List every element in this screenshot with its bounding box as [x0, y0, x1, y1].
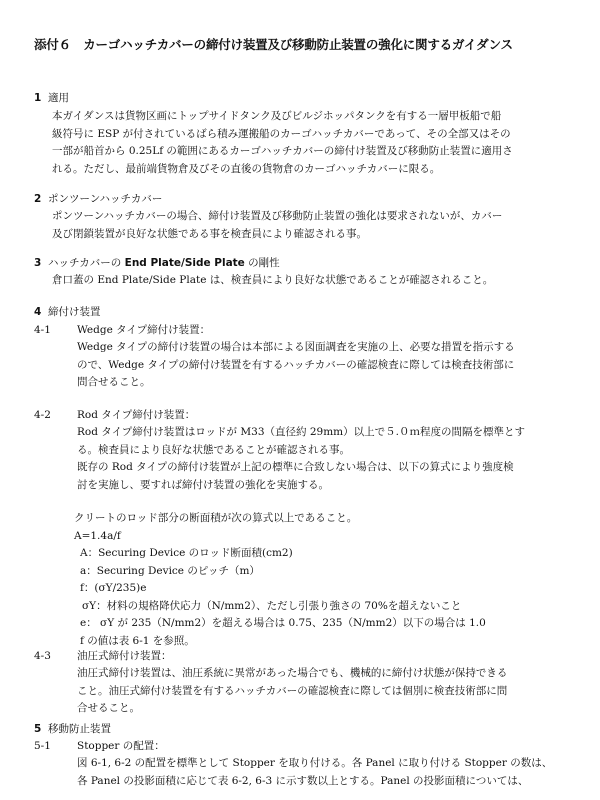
paragraph-line: 及び閉鎖装置が良好な状態である事を検査員により確認される事。	[52, 227, 367, 240]
section-3-title-pre: ハッチカバーの	[48, 257, 122, 269]
subsection-4-3-body	[77, 665, 572, 718]
section-3-title-bold: End Plate/Side Plate	[124, 257, 245, 269]
formula-definition: f の値は表 6-1 を参照。	[80, 634, 195, 647]
paragraph-line: ので、Wedge タイプの締付け装置を有するハッチカバーの確認検査に際しては検査技術部に	[77, 358, 515, 371]
subsection-4-2-title: Rod タイプ締付け装置：	[77, 409, 196, 421]
paragraph-line: Wedge タイプの締付け装置の場合は本部による図面調査を実施の上、必要な措置を指示する	[77, 341, 515, 353]
paragraph-line: ポンツーンハッチカバーの場合、締付け装置及び移動防止装置の強化は要求されないが、カバー	[52, 210, 503, 222]
subsection-5-1-body	[77, 755, 572, 790]
section-3-number: 3	[34, 257, 42, 269]
subsection-4-3-number: 4-3	[34, 650, 51, 662]
section-3-heading	[34, 255, 280, 273]
subsection-5-1-title: Stopper の配置：	[77, 740, 165, 752]
section-4-heading	[34, 304, 101, 322]
section-5-number: 5	[34, 723, 42, 735]
paragraph-line: Rod タイプ締付け装置はロッドが M33（直径約 29mm）以上で５.０ｍ程度の間隔を標準とす	[77, 426, 525, 438]
paragraph-line: 一部が船首から 0.25Lf の範囲にあるカーゴハッチカバーの締付け装置及び移動防止装置に適用さ	[52, 145, 513, 157]
subsection-4-3-title: 油圧式締付け装置：	[77, 650, 172, 662]
formula-definition: σY：材料の規格降伏応力（N/mm2）、ただし引張り強さの 70%を超えないこと	[82, 599, 462, 612]
section-1-number: 1	[34, 92, 42, 104]
paragraph-line: 各 Panel の投影面積に応じて表 6-2, 6-3 に示す数以上とする。Panel の投影面積については、	[77, 774, 529, 787]
formula-block	[74, 510, 574, 650]
section-1-title: 適用	[48, 92, 69, 104]
section-3-title-post: の剛性	[248, 257, 280, 269]
subsection-4-1-number: 4-1	[34, 324, 51, 336]
formula-definition: e： σY が 235（N/mm2）を超える場合は 0.75、235（N/mm2）以下の場合は 1.0	[80, 617, 486, 629]
paragraph-line: 本ガイダンスは貨物区画にトップサイドタンク及びビルジホッパタンクを有する一層甲板船で船	[52, 110, 502, 122]
section-1-body	[52, 108, 572, 178]
section-2-title: ポンツーンハッチカバー	[48, 193, 163, 205]
paragraph-line: れる。ただし、最前端貨物倉及びその直後の貨物倉のカーゴハッチカバーに限る。	[52, 162, 441, 175]
paragraph-line: 討を実施し、要すれば締付け装置の強化を実施する。	[77, 478, 329, 491]
paragraph-line: 合せること。	[77, 702, 140, 714]
formula-definition: A：Securing Device のロッド断面積(cm2)	[80, 547, 293, 559]
subsection-4-2-number: 4-2	[34, 409, 51, 421]
paragraph-line: 図 6-1, 6-2 の配置を標準として Stopper を取り付ける。各 Panel に取り付ける Stopper の数は、	[77, 757, 553, 769]
formula-intro: クリートのロッド部分の断面積が次の算式以上であること。	[74, 512, 358, 524]
subsection-5-1-number: 5-1	[34, 740, 51, 752]
subsection-4-2-body	[77, 424, 572, 494]
paragraph-line: 級符号に ESP が付されているばら積み運搬船のカーゴハッチカバーであって、その全部又はその	[52, 127, 511, 140]
paragraph-line: 問合せること。	[77, 376, 151, 388]
paragraph-line: る。検査員により良好な状態であることが確認される事。	[77, 443, 350, 456]
paragraph-line: 既存の Rod タイプの締付け装置が上記の標準に合致しない場合は、以下の算式により強度検	[77, 461, 514, 473]
section-5-title: 移動防止装置	[48, 723, 111, 735]
formula-definition: f：(σY/235)e	[80, 582, 147, 594]
paragraph-line: こと。油圧式締付け装置を有するハッチカバーの確認検査に際しては個別に検査技術部に問	[77, 684, 508, 697]
subsection-4-1-title: Wedge タイプ締付け装置：	[77, 324, 211, 336]
section-2-body	[52, 208, 572, 243]
subsection-4-1-body	[77, 339, 572, 392]
section-4-number: 4	[34, 306, 42, 318]
formula-definition: a：Securing Device のピッチ（m）	[80, 564, 260, 577]
section-1-heading	[34, 90, 69, 108]
section-4-title: 締付け装置	[48, 306, 101, 318]
section-3-body	[52, 272, 572, 290]
section-5-heading	[34, 721, 111, 739]
paragraph-line: 倉口蓋の End Plate/Side Plate は、検査員により良好な状態であることが確認されること。	[52, 274, 494, 286]
section-2-heading	[34, 191, 162, 209]
paragraph-line: 油圧式締付け装置は、油圧系統に異常があった場合でも、機械的に締付け状態が保持できる	[77, 667, 508, 679]
section-2-number: 2	[34, 193, 42, 205]
page-title: 添付６ カーゴハッチカバーの締付け装置及び移動防止装置の強化に関するガイダンス	[34, 37, 513, 52]
formula-equation: A=1.4a/f	[74, 529, 121, 542]
